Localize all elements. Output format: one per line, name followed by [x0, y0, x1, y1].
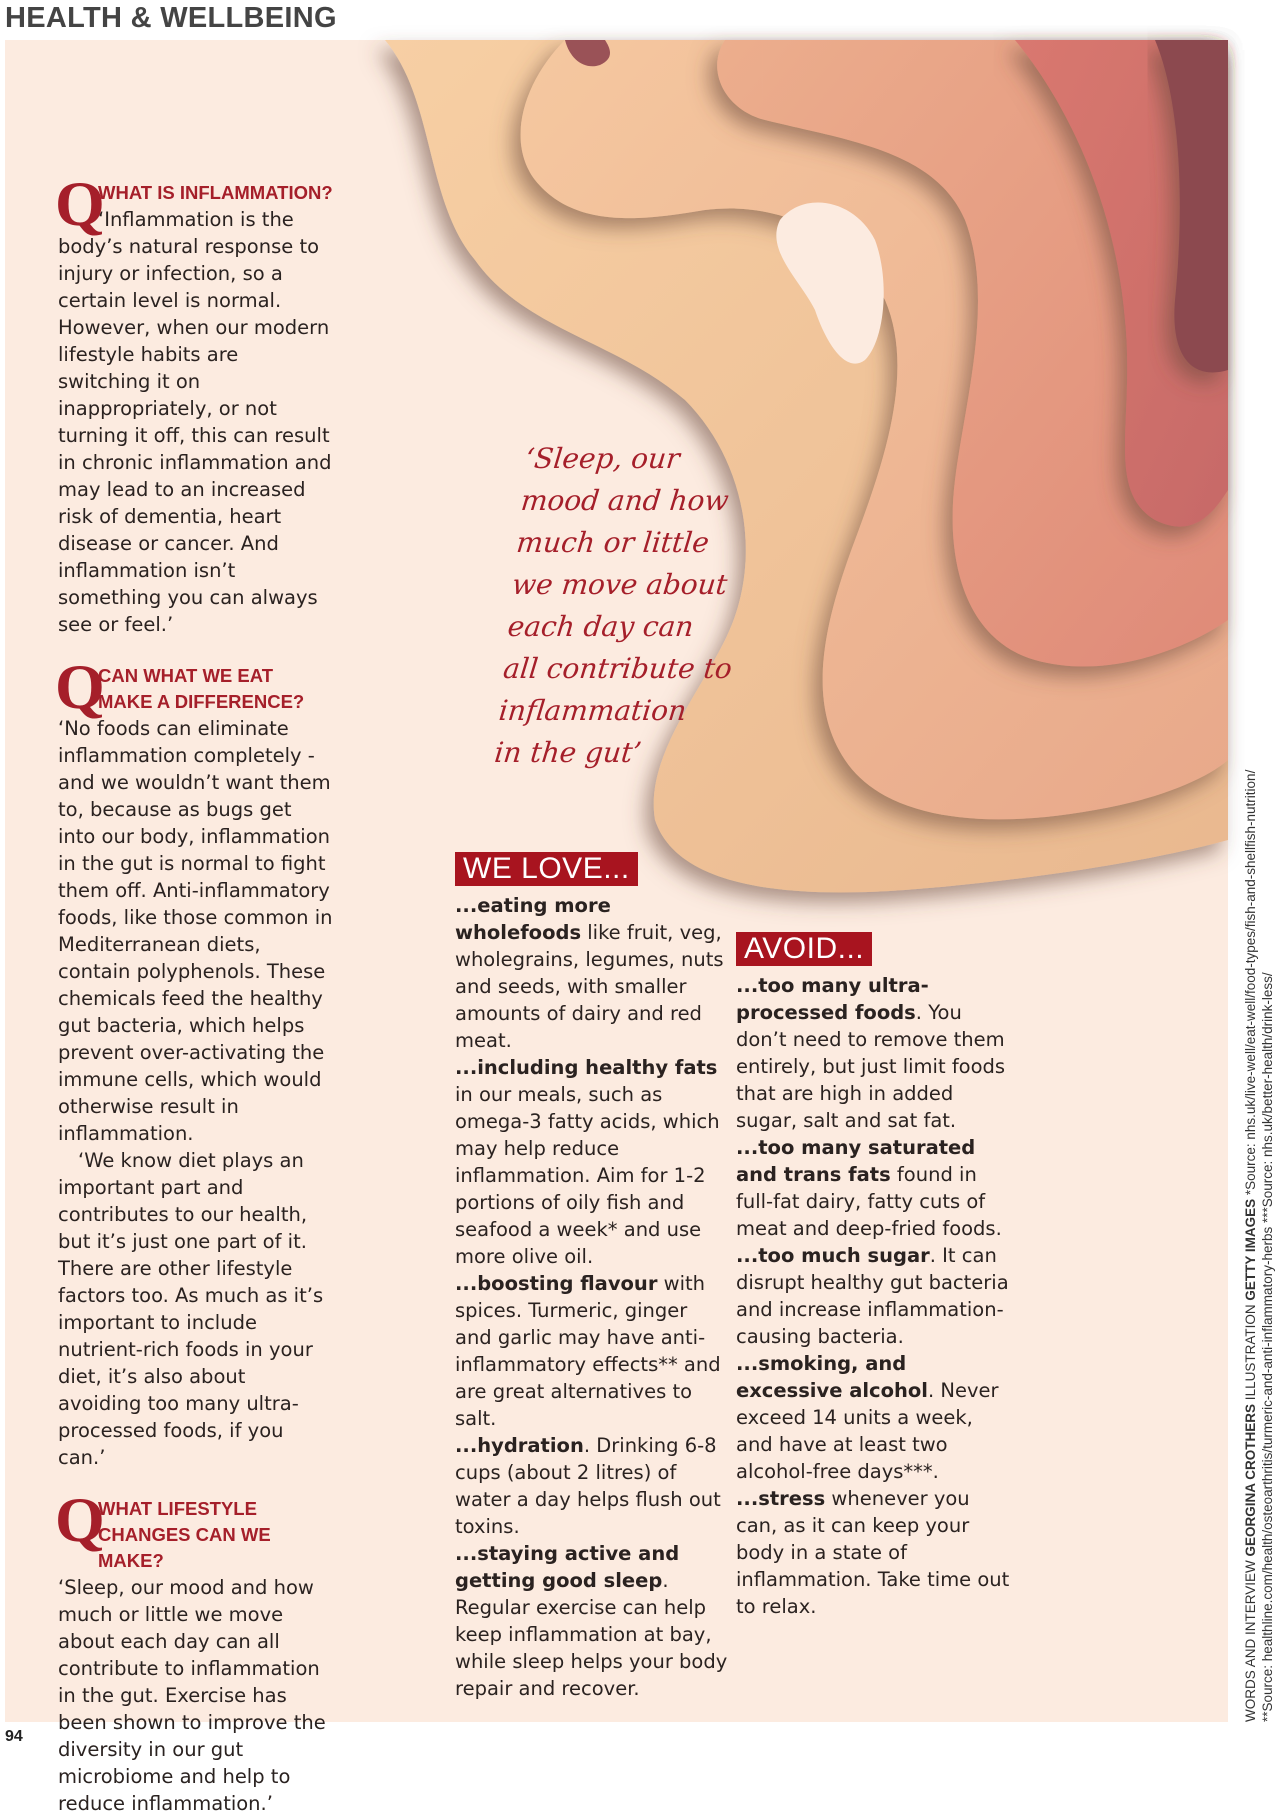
question-heading-line2: MAKE A DIFFERENCE? — [98, 691, 305, 712]
question-heading: WHAT IS INFLAMMATION? — [98, 182, 333, 203]
avoid-item — [736, 972, 1011, 1134]
we-love-item — [455, 1432, 730, 1540]
item-lead: ...stress — [736, 1487, 826, 1510]
item-text: like fruit, veg, wholegrains, legumes, nuts and seeds, with smaller amounts of dairy and red meat. — [455, 921, 724, 1052]
words-label: WORDS AND INTERVIEW — [1243, 1560, 1258, 1722]
source-footnote-1: *Source: nhs.uk/live-well/eat-well/food-types/fish-and-shellfish-nutrition/ — [1243, 769, 1258, 1196]
q-drop-cap: Q — [55, 651, 105, 722]
avoid-item — [736, 1350, 1011, 1485]
source-footnote-2: **Source: healthline.com/health/osteoarthritis/turmeric-and-anti-inflammatory-herbs — [1260, 1226, 1275, 1722]
q-drop-cap: Q — [55, 1484, 105, 1555]
item-text: found in full-fat dairy, fatty cuts of meat and deep-fried foods. — [736, 1163, 1002, 1240]
question-heading-line1: WHAT LIFESTYLE — [98, 1498, 257, 1519]
pull-quote-line: in the gut’ — [492, 736, 644, 769]
item-lead: ...smoking, and excessive alcohol — [736, 1352, 928, 1402]
answer-text: ‘We know diet plays an important part and contributes to our health, but it’s just one part of it. There are other lifestyle factors too. As much as it’s important to include nutrient-rich foods in your diet, it’s also about avoiding too many ultra-processed foods, if you can.’ — [58, 1149, 324, 1469]
words-name: GEORGINA CROTHERS — [1243, 1403, 1258, 1557]
pull-quote-line: we move about — [510, 568, 729, 601]
we-love-tag: WE LOVE... — [455, 852, 638, 886]
item-lead: ...too many saturated and trans fats — [736, 1136, 976, 1186]
section-header: HEALTH & WELLBEING — [5, 2, 337, 34]
item-lead: ...staying active and getting good sleep — [455, 1542, 680, 1592]
question-1 — [55, 168, 333, 638]
question-2 — [55, 651, 333, 1471]
item-text: . Drinking 6-8 cups (about 2 litres) of water a day helps flush out toxins. — [455, 1434, 721, 1538]
item-text: . You don’t need to remove them entirely, but just limit foods that are high in added sugar, salt and sat fat. — [736, 1001, 1006, 1132]
item-lead: ...hydration — [455, 1434, 584, 1457]
avoid-item — [736, 1134, 1011, 1242]
item-text: . Regular exercise can help keep inflammation at bay, while sleep helps your body repair and recover. — [455, 1569, 728, 1700]
item-text: . It can disrupt healthy gut bacteria and increase inflammation-causing bacteria. — [736, 1244, 1009, 1348]
avoid-column — [736, 932, 1011, 1620]
pull-quote-line: each day can — [506, 610, 696, 643]
left-column — [55, 168, 333, 1817]
item-lead: ...including healthy fats — [455, 1056, 718, 1079]
question-heading-line1: CAN WHAT WE EAT — [98, 665, 274, 686]
page-number: 94 — [5, 1728, 23, 1745]
pull-quote-line: all contribute to — [501, 652, 734, 685]
we-love-item — [455, 1270, 730, 1432]
item-text: whenever you can, as it can keep your body in a state of inflammation. Take time out to relax. — [736, 1487, 1010, 1618]
pull-quote-line: inflammation — [497, 694, 689, 727]
avoid-tag: AVOID... — [736, 932, 872, 966]
illustration-label: ILLUSTRATION — [1243, 1304, 1258, 1401]
source-footnote-3: ***Source: nhs.uk/better-health/drink-less/ — [1260, 972, 1275, 1224]
credits-line-2 — [1259, 602, 1276, 1722]
pull-quote-line: mood and how — [519, 484, 731, 517]
item-lead: ...boosting flavour — [455, 1272, 658, 1295]
we-love-column — [455, 852, 730, 1702]
item-lead: ...too many ultra-processed foods — [736, 974, 929, 1024]
answer-text: ‘Inflammation is the body’s natural response to injury or infection, so a certain level is normal. However, when our modern lifestyle habits are switching it on inappropriately, or not turning it off, this can result in chronic inflammation and may lead to an increased risk of dementia, heart disease or cancer. And inflammation isn’t something you can always see or feel.’ — [58, 208, 332, 636]
credits-sidebar — [1242, 602, 1276, 1722]
question-heading-line2: CHANGES CAN WE MAKE? — [98, 1524, 271, 1571]
illustration-name: GETTY IMAGES — [1243, 1198, 1258, 1301]
we-love-item — [455, 1054, 730, 1270]
answer-text: ‘No foods can eliminate inflammation completely - and we wouldn’t want them to, because as bugs get into our body, inflammation in the gut is normal to fight them off. Anti-inflammatory foods, like those common in Mediterranean diets, contain polyphenols. These chemicals feed the healthy gut bacteria, which helps prevent over-activating the immune cells, which would otherwise result in inflammation. — [58, 717, 333, 1145]
pull-quote-line: ‘Sleep, our — [523, 442, 682, 475]
we-love-item — [455, 1540, 730, 1702]
item-text: with spices. Turmeric, ginger and garlic may have anti-inflammatory effects** and are great alternatives to salt. — [455, 1272, 721, 1430]
item-lead: ...eating more wholefoods — [455, 894, 611, 944]
item-text: in our meals, such as omega-3 fatty acids, which may help reduce inflammation. Aim for 1-2 portions of oily fish and seafood a week* and use more olive oil. — [455, 1083, 720, 1268]
we-love-item — [455, 892, 730, 1054]
answer-text: ‘Sleep, our mood and how much or little we move about each day can all contribute to inflammation in the gut. Exercise has been shown to improve the diversity in our gut microbiome and help to reduce inflammation.’ — [58, 1576, 326, 1815]
pull-quote — [492, 438, 757, 774]
q-drop-cap: Q — [55, 168, 105, 239]
avoid-item — [736, 1242, 1011, 1350]
pull-quote-line: much or little — [514, 526, 711, 559]
avoid-item — [736, 1485, 1011, 1620]
credits-line-1 — [1242, 602, 1259, 1722]
item-lead: ...too much sugar — [736, 1244, 930, 1267]
question-3 — [55, 1484, 333, 1817]
item-text: . Never exceed 14 units a week, and have at least two alcohol-free days***. — [736, 1379, 999, 1483]
